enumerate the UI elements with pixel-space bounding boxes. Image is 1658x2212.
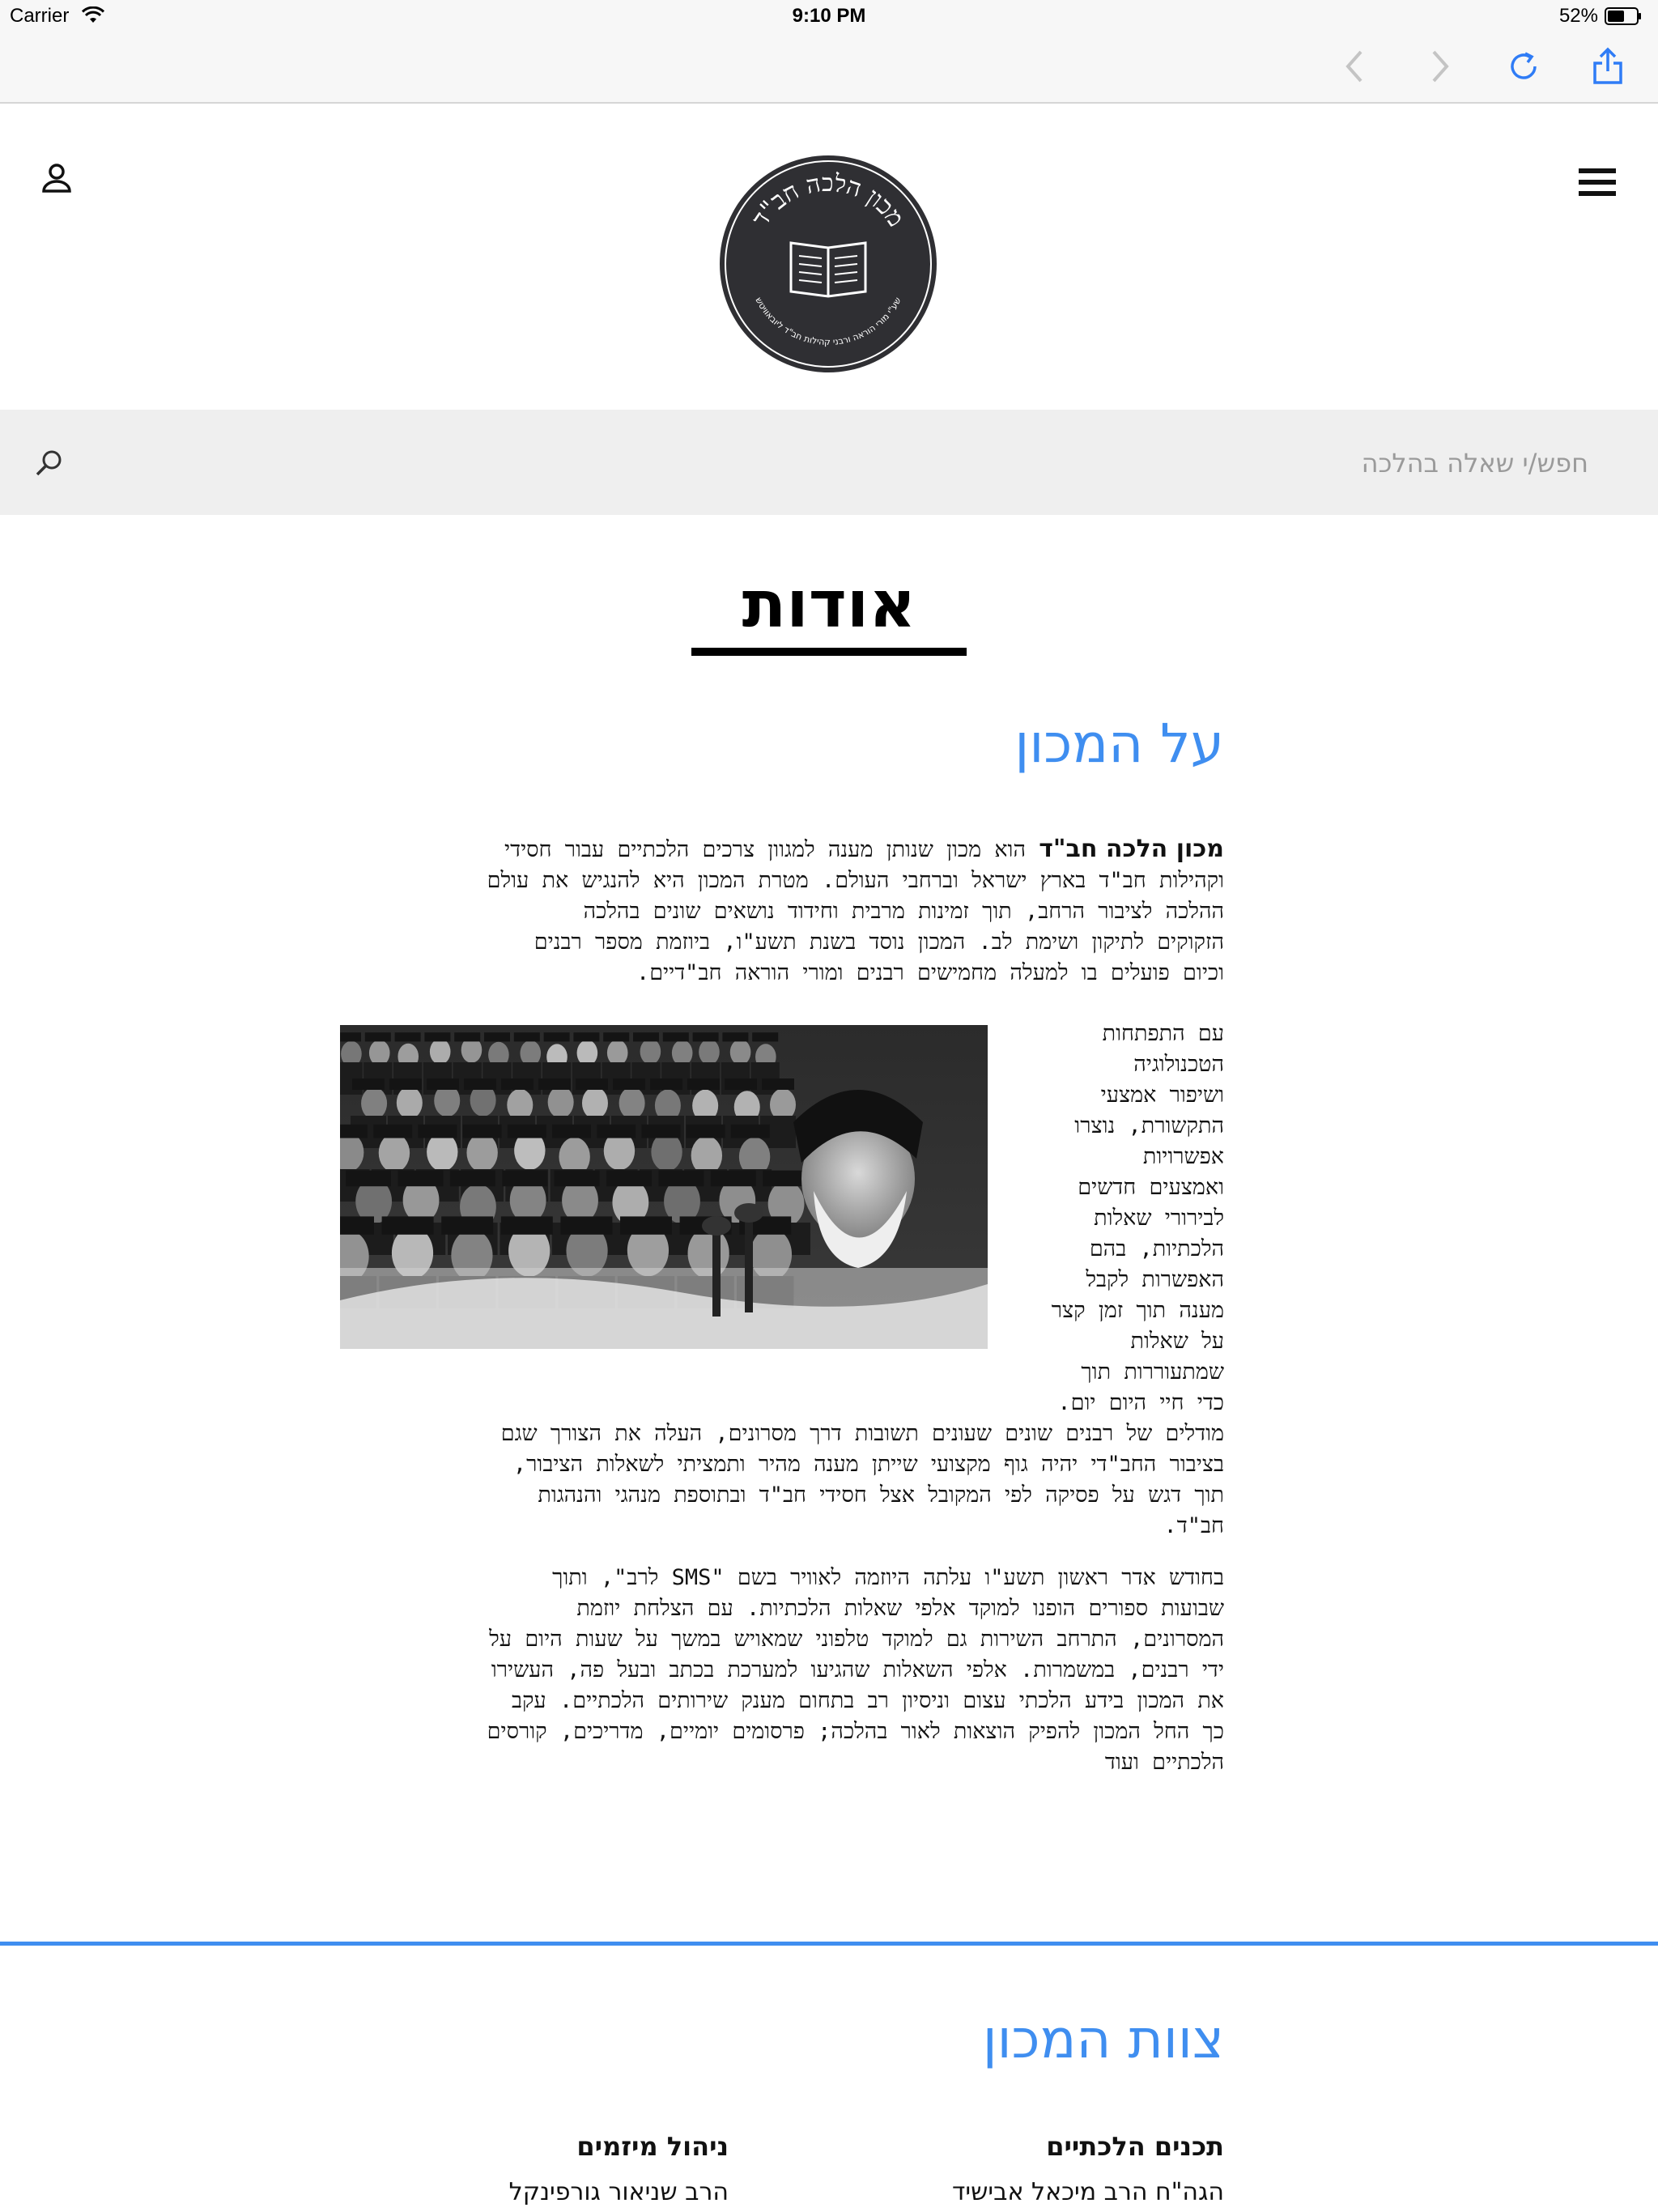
- back-button[interactable]: [1334, 45, 1376, 87]
- reload-icon: [1506, 49, 1541, 84]
- text-line: בחודש אדר ראשון תשע"ו עלתה היוזמה לאוויר בשם "SMS לרב", ותוך: [552, 1565, 1224, 1590]
- search-bar: [0, 410, 1658, 515]
- text-line: הלכתיים ועוד: [1104, 1750, 1224, 1775]
- text-line: ושיפור אמצעי: [1100, 1083, 1224, 1108]
- chevron-right-icon: [1427, 49, 1452, 84]
- chevron-left-icon: [1343, 49, 1367, 84]
- reload-button[interactable]: [1503, 45, 1545, 87]
- text-line: הלכתיות, בהם: [1089, 1236, 1224, 1261]
- text-line: מכון הלכה חב"ד הוא מכון שנותן מענה למגוון צרכים הלכתיים עבור חסידי: [504, 835, 1224, 863]
- clock: 9:10 PM: [792, 5, 866, 27]
- text-line: ואמצעים חדשים: [1078, 1175, 1224, 1200]
- text-line: התקשורת, נוצרו: [1074, 1113, 1224, 1138]
- text-line: תוך דגש על פסיקה לפי המקובל אצל חסידי חב"ד ובתוספת מנהגי והנהגות: [538, 1482, 1224, 1508]
- text-line: חב"ד.: [1163, 1513, 1224, 1538]
- about-paragraph-3: [431, 1563, 1224, 1778]
- text-line: שבועות ספורים הופנו למוקד אלפי שאלות הלכתיות. עם הצלחת יוזמת: [576, 1596, 1224, 1621]
- about-paragraph-2: [431, 1419, 1224, 1542]
- search-input[interactable]: [372, 434, 1590, 492]
- site-header: [0, 104, 1658, 410]
- team-column-title: ניהול מיזמים: [576, 2131, 729, 2162]
- battery-icon: [1605, 7, 1642, 25]
- text-line: שמתעוררות תוך: [1081, 1359, 1224, 1385]
- text-line: כך החל המכון להפיק הוצאות לאור בהלכה; פרסומים יומיים, מדריכים, קורסים: [487, 1719, 1224, 1744]
- text-line: אפשרויות: [1142, 1144, 1224, 1169]
- text-line: הטכנולוגיה: [1133, 1052, 1224, 1077]
- text-line: מענה תוך זמן קצר: [1051, 1298, 1224, 1323]
- page-title: אודות: [742, 567, 916, 642]
- logo-ring-text: מכון הלכה חב"ד: [746, 168, 911, 232]
- team-member-name: הרב שניאור גורפינקל: [508, 2178, 729, 2206]
- team-column-title: תכנים הלכתיים: [1046, 2131, 1224, 2162]
- browser-toolbar: [0, 32, 1658, 104]
- share-icon: [1590, 47, 1626, 86]
- user-icon[interactable]: [39, 160, 74, 196]
- text-line: לבירורי שאלות: [1094, 1206, 1224, 1231]
- site-logo[interactable]: [718, 154, 938, 374]
- status-bar: [0, 0, 1658, 32]
- team-heading: צוות המכון: [982, 2008, 1224, 2070]
- text-line: הזקוקים לתיקון ושימת לב. המכון נוסד בשנת תשע"ו, ביוזמת מספר רבנים: [534, 929, 1224, 955]
- text-line: ידי רבנים, במשמרות. אלפי השאלות שהגיעו למערכת בכתב ובעל פה, העשירו: [491, 1657, 1224, 1682]
- text-line: וכיום פועלים בו למעלה מחמישים רבנים ומורי הוראה חב"דיים.: [636, 960, 1224, 985]
- text-line: את המכון בידע הלכתי עצום וניסיון רב בתחום מענק שירותים הלכתיים. עקב: [511, 1688, 1224, 1713]
- title-underline: [691, 648, 967, 656]
- rebbe-crowd-photo: [340, 1025, 988, 1349]
- about-paragraph-1: [431, 834, 1224, 989]
- institute-name: מכון הלכה חב"ד: [1039, 835, 1224, 863]
- about-wrap-text: [1022, 1019, 1224, 1419]
- text-line: על שאלות: [1130, 1329, 1224, 1354]
- logo-sub-text: שע"י מורי הוראה ורבני קהילות חב"ד ליובאוויטש: [753, 295, 903, 348]
- section-divider: [0, 1942, 1658, 1946]
- about-heading: על המכון: [1014, 713, 1224, 775]
- battery-percent: 52%: [1558, 5, 1598, 27]
- text-line: כדי חיי היום יום.: [1057, 1390, 1224, 1415]
- share-button[interactable]: [1587, 45, 1629, 87]
- text-line: האפשרות לקבל: [1086, 1267, 1224, 1292]
- text-line: בציבור החב"די יהיה גוף מקצועי שייתן מענה מהיר ותמציתי לשאלות הציבור,: [512, 1452, 1224, 1477]
- text-line: וקהילות חב"ד בארץ ישראל וברחבי העולם. מטרת המכון היא להנגיש את עולם: [487, 868, 1224, 893]
- team-member-name: הגה"ח הרב מיכאל אבישיד: [952, 2178, 1224, 2206]
- text-line: ההלכה לציבור הרחב, תוך זמינות מרבית וחידוד נושאים שונים בהלכה: [583, 899, 1224, 924]
- forward-button[interactable]: [1418, 45, 1460, 87]
- carrier-label: Carrier: [10, 5, 70, 27]
- text-line: עם התפתחות: [1102, 1021, 1224, 1046]
- search-icon[interactable]: [32, 447, 65, 479]
- hamburger-menu-icon[interactable]: [1577, 167, 1618, 198]
- text-line: מודלים של רבנים שונים שעונים תשובות דרך מסרונים, העלה את הצורך שגם: [500, 1421, 1224, 1446]
- text-line: המסרונים, התרחב השירות גם למוקד טלפוני שמאויש במשך על שעות היום על: [489, 1627, 1224, 1652]
